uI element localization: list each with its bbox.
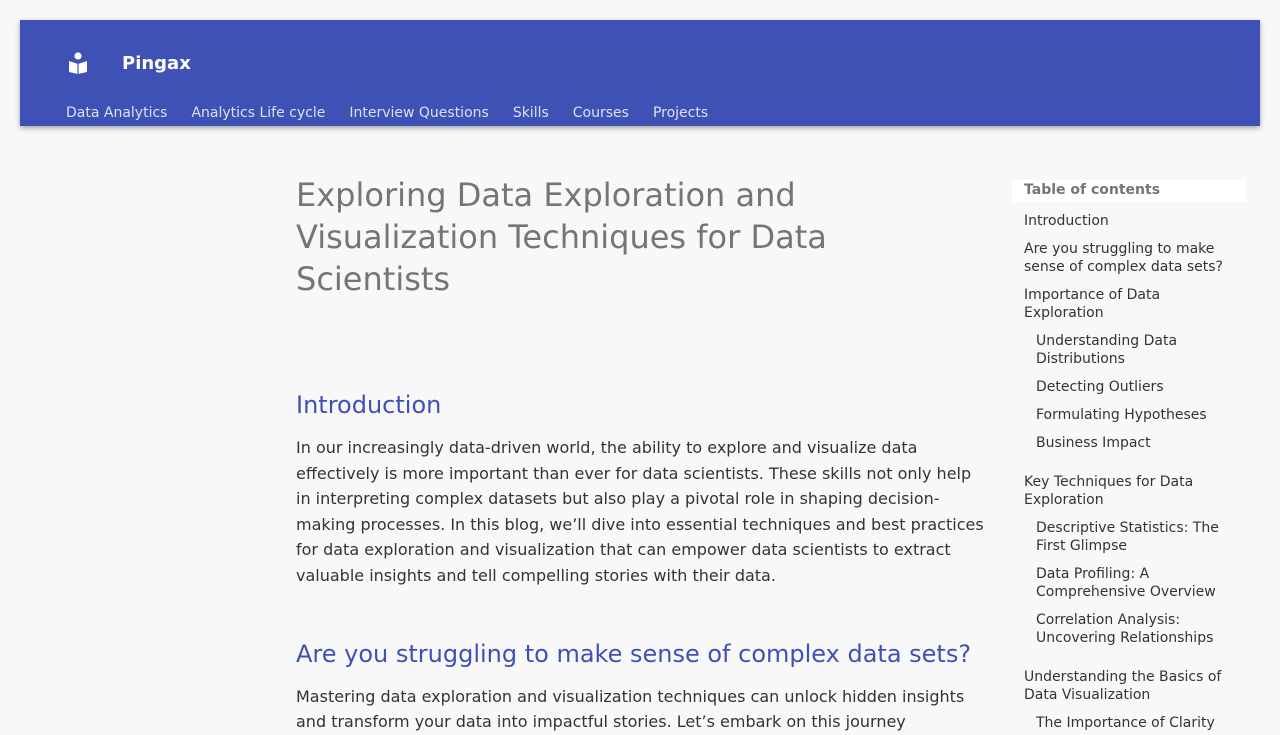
toc-item: [1012, 240, 1246, 276]
toc-link-business-impact[interactable]: Business Impact: [1036, 435, 1151, 451]
toc-link-data-profiling[interactable]: Data Profiling: A Comprehensive Overview: [1036, 566, 1216, 600]
toc-subitem: [1012, 714, 1246, 732]
nav-item: [349, 104, 488, 122]
toc-link-hypotheses[interactable]: Formulating Hypotheses: [1036, 407, 1207, 423]
toc-subitem: [1012, 434, 1246, 452]
table-of-contents: [1012, 180, 1246, 732]
nav-link-projects[interactable]: Projects: [652, 105, 709, 121]
toc-subitem: [1012, 378, 1246, 396]
nav-link-courses[interactable]: Courses: [572, 105, 629, 121]
article-content: [296, 174, 988, 735]
toc-link-clarity[interactable]: The Importance of Clarity: [1036, 715, 1215, 731]
toc-subitem: [1012, 406, 1246, 424]
toc-subitem: [1012, 565, 1246, 601]
nav-item: [653, 104, 708, 122]
nav-link-data-analytics[interactable]: Data Analytics: [66, 105, 168, 121]
nav-link-interview-questions[interactable]: Interview Questions: [349, 105, 489, 121]
toc-link-descriptive-statistics[interactable]: Descriptive Statistics: The First Glimpse: [1036, 520, 1219, 554]
site-header: [20, 20, 1260, 126]
toc-item: [1012, 473, 1246, 509]
toc-item: [1012, 212, 1246, 230]
site-brand[interactable]: Pingax: [122, 53, 191, 74]
toc-link-importance[interactable]: Importance of Data Exploration: [1024, 287, 1161, 321]
toc-link-key-techniques[interactable]: Key Techniques for Data Exploration: [1024, 474, 1194, 508]
toc-link-visualization-basics[interactable]: Understanding the Basics of Data Visualization: [1024, 669, 1222, 703]
toc-link-introduction[interactable]: Introduction: [1024, 213, 1109, 229]
toc-link-struggling[interactable]: Are you struggling to make sense of complex data sets?: [1024, 241, 1223, 275]
toc-link-outliers[interactable]: Detecting Outliers: [1036, 379, 1164, 395]
section-heading-introduction: Introduction: [296, 391, 442, 419]
toc-link-distributions[interactable]: Understanding Data Distributions: [1036, 333, 1178, 367]
page-title: Exploring Data Exploration and Visualization Techniques for Data Scientists: [296, 176, 827, 298]
toc-list: [1012, 212, 1246, 732]
paragraph-struggling: Mastering data exploration and visualization techniques can unlock hidden insights and transform your data into impactful stories. Let’s embark on this journey: [296, 686, 965, 732]
section-heading-struggling: Are you struggling to make sense of complex data sets?: [296, 639, 972, 668]
toc-item: [1012, 286, 1246, 322]
nav-item: [191, 104, 325, 122]
nav-item: [513, 104, 549, 122]
nav-link-analytics-life-cycle[interactable]: Analytics Life cycle: [191, 105, 326, 121]
toc-subitem: [1012, 519, 1246, 555]
paragraph-introduction: In our increasingly data-driven world, the ability to explore and visualize data effectively is more important than ever for data scientists. These skills not only help in interpreting complex datasets but also play a pivotal role in shaping decision-making processes. In this blog, we’ll dive into essential techniques and best practices for data exploration and visualization that can empower data scientists to extract valuable insights and tell compelling stories with their data.: [296, 438, 984, 585]
main-nav: [66, 104, 708, 122]
reader-book-icon[interactable]: [68, 52, 88, 74]
toc-title: Table of contents: [1012, 180, 1246, 202]
nav-item: [66, 104, 167, 122]
toc-subitem: [1012, 611, 1246, 647]
nav-link-skills[interactable]: Skills: [512, 105, 549, 121]
toc-item: [1012, 668, 1246, 704]
toc-subitem: [1012, 332, 1246, 368]
nav-item: [573, 104, 629, 122]
toc-link-correlation-analysis[interactable]: Correlation Analysis: Uncovering Relationships: [1036, 612, 1214, 646]
